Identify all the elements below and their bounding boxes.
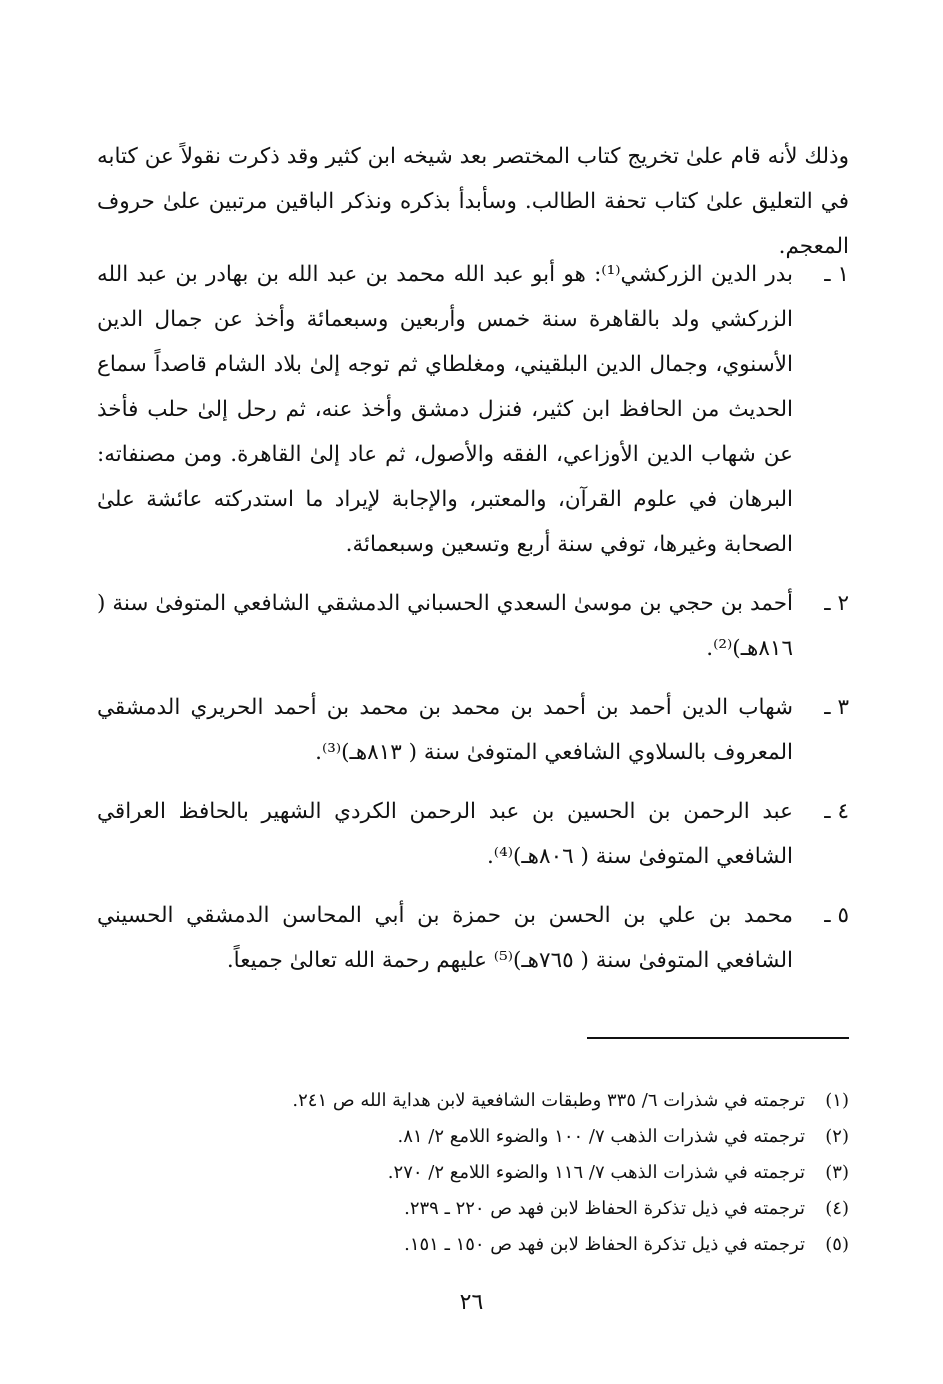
intro-paragraph: وذلك لأنه قام علىٰ تخريج كتاب المختصر بعد شيخه ابن كثير وقد ذكرت نقولاً عن كتابه في التعليق علىٰ كتاب تحفة الطالب. وسأبدأ بذكره ونذكر الباقين مرتبين علىٰ حروف المعجم. <box>97 143 849 259</box>
list-item-number: ٣ ـ <box>824 695 849 720</box>
footnote-divider <box>587 1037 849 1039</box>
footnote <box>97 1227 849 1263</box>
footnote-number: (٢) <box>825 1126 849 1147</box>
footnote <box>97 1083 849 1119</box>
footnote-text: ترجمته في ذيل تذكرة الحفاظ لابن فهد ص ٢٢٠ ـ ٢٣٩. <box>404 1198 805 1219</box>
list-item-number: ٤ ـ <box>824 799 849 824</box>
list-item <box>97 893 849 983</box>
list-item <box>97 252 849 567</box>
footnote-number: (٣) <box>825 1162 849 1183</box>
footnote <box>97 1119 849 1155</box>
footnote-text: ترجمته في شذرات الذهب ٧/ ١١٦ والضوء اللامع ٢/ ٢٧٠. <box>387 1162 805 1183</box>
footnote <box>97 1155 849 1191</box>
list-item-text: محمد بن علي بن الحسن بن حمزة بن أبي المحاسن الدمشقي الحسيني الشافعي المتوفىٰ سنة ( ٧٦٥هـ)⁽⁵⁾ عليهم رحمة الله تعالىٰ جميعاً. <box>97 903 793 973</box>
list-item-text: شهاب الدين أحمد بن أحمد بن محمد بن محمد بن أحمد الحريري الدمشقي المعروف بالسلاوي الشافعي المتوفىٰ سنة ( ٨١٣هـ)⁽³⁾. <box>97 695 793 765</box>
scholars-list <box>97 252 849 997</box>
footnote-number: (٥) <box>825 1234 849 1255</box>
list-item <box>97 581 849 671</box>
list-item-text: أحمد بن حجي بن موسىٰ السعدي الحسباني الدمشقي الشافعي المتوفىٰ سنة ( ٨١٦هـ)⁽²⁾. <box>97 591 793 661</box>
list-item <box>97 685 849 775</box>
list-item-text: عبد الرحمن بن الحسين بن عبد الرحمن الكردي الشهير بالحافظ العراقي الشافعي المتوفىٰ سنة ( ٨٠٦هـ)⁽⁴⁾. <box>97 799 793 869</box>
list-item-number: ١ ـ <box>824 262 849 287</box>
list-item-text: بدر الدين الزركشي⁽¹⁾: هو أبو عبد الله محمد بن عبد الله بن بهادر بن عبد الله الزركشي ولد بالقاهرة سنة خمس وأربعين وسبعمائة وأخذ عن جمال الدين الأسنوي، وجمال الدين البلقيني، ومغلطاي ثم توجه إلىٰ بلاد الشام قاصداً سماع الحديث من الحافظ ابن كثير، فنزل دمشق وأخذ عنه، ثم رحل إلىٰ حلب فأخذ عن شهاب الدين الأوزاعي، الفقه والأصول، ثم عاد إلىٰ القاهرة. ومن مصنفاته: البرهان في علوم القرآن، والمعتبر، والإجابة لإيراد ما استدركته عائشة علىٰ الصحابة وغيرها، توفي سنة أربع وتسعين وسبعمائة. <box>97 262 793 557</box>
list-item <box>97 789 849 879</box>
footnote-text: ترجمته في ذيل تذكرة الحفاظ لابن فهد ص ١٥٠ ـ ١٥١. <box>404 1234 805 1255</box>
footnote-number: (١) <box>825 1090 849 1111</box>
footnote-number: (٤) <box>825 1198 849 1219</box>
footnote-text: ترجمته في شذرات ٦/ ٣٣٥ وطبقات الشافعية لابن هداية الله ص ٢٤١. <box>292 1090 805 1111</box>
footnote <box>97 1191 849 1227</box>
footnotes <box>97 1083 849 1263</box>
list-item-number: ٥ ـ <box>824 903 849 928</box>
list-item-number: ٢ ـ <box>824 591 849 616</box>
footnote-text: ترجمته في شذرات الذهب ٧/ ١٠٠ والضوء اللامع ٢/ ٨١. <box>397 1126 805 1147</box>
page-number: ٢٦ <box>459 1290 484 1315</box>
